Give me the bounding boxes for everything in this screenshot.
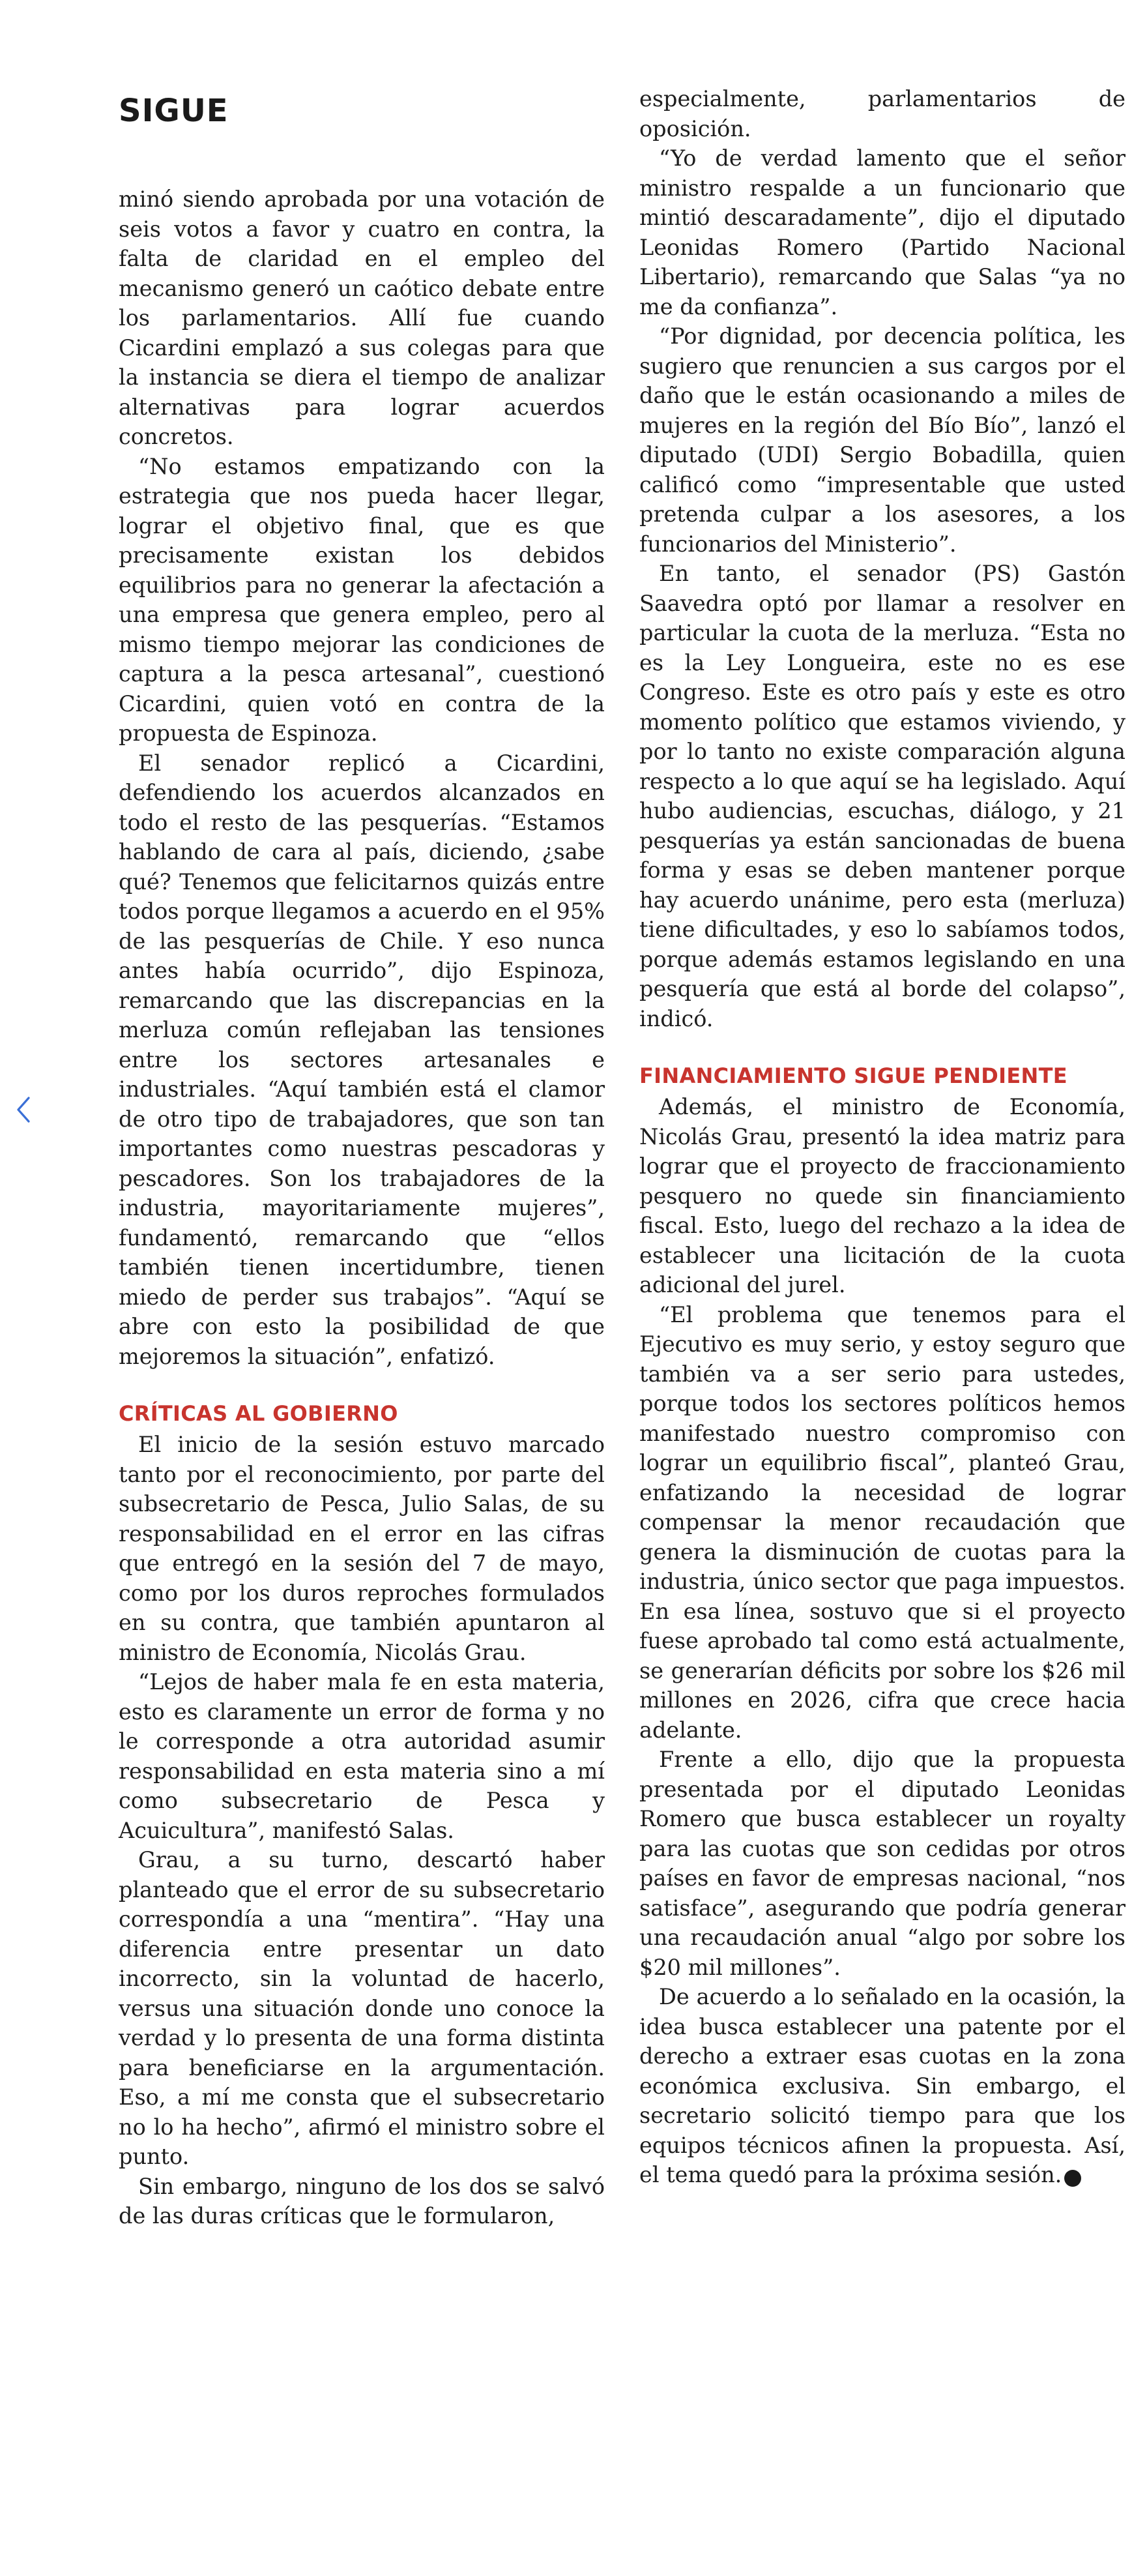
- article-paragraph: En tanto, el senador (PS) Gastón Saavedra optó por llamar a resolver en particular la cuota de la merluza. “Esta no es la Ley Longueira, este no es ese Congreso. Este es otro país y este es otro momento político que estamos viviendo, y por lo tanto no existe comparación alguna respecto a lo que aquí se ha legislado. Aquí hubo audiencias, escuchas, diálogo, y 21 pesquerías ya están sancionadas de buena forma y esas se deben mantener porque hay acuerdo unánime, pero esta (merluza) tiene dificultades, y eso lo sabíamos todos, porque además estamos legislando en una pesquería que está al borde del colapso”, indicó.: [639, 561, 1125, 1031]
- article-paragraph: Frente a ello, dijo que la propuesta presentada por el diputado Leonidas Romero que busca establecer un royalty para las cuotas que son cedidas por otros países en favor de empresas nacional, “nos satisface”, asegurando que podría generar una recaudación anual “algo por sobre los $20 mil millones”.: [639, 1747, 1125, 1980]
- article-paragraph: “Yo de verdad lamento que el señor ministro respalde a un funcionario que mintió descaradamente”, dijo el diputado Leonidas Romero (Partido Nacional Libertario), remarcando que Salas “ya no me da confianza”.: [639, 145, 1125, 319]
- previous-page-button[interactable]: [9, 1090, 38, 1129]
- end-of-article-icon: P: [1064, 2170, 1081, 2187]
- article-paragraph: “El problema que tenemos para el Ejecutivo es muy serio, y estoy seguro que también va a ser serio para ustedes, porque todos los sectores políticos hemos manifestado nuestro compromiso con lograr un equilibrio fiscal”, planteó Grau, enfatizando la necesidad de lograr compensar la menor recaudación que genera la disminución de cuotas para la industria, único sector que paga impuestos. En esa línea, sostuvo que si el proyecto fuese aprobado tal como está actualmente, se generarían déficits por sobre los $26 mil millones en 2026, cifra que crece hacia adelante.: [639, 1301, 1125, 1743]
- article-paragraph: Además, el ministro de Economía, Nicolás Grau, presentó la idea matriz para lograr que el proyecto de fraccionamiento pesquero no quede sin financiamiento fiscal. Esto, luego del rechazo a la idea de establecer una licitación de la cuota adicional del jurel.: [639, 1094, 1125, 1297]
- article-paragraph: especialmente, parlamentarios de oposición.: [639, 86, 1125, 141]
- article-paragraph: El senador replicó a Cicardini, defendiendo los acuerdos alcanzados en todo el resto de las pesquerías. “Estamos hablando de cara al país, diciendo, ¿sabe qué? Tenemos que felicitarnos quizás entre todos porque llegamos a acuerdo en el 95% de las pesquerías de Chile. Y eso nunca antes había ocurrido”, dijo Espinoza, remarcando que las discrepancias en la merluza común reflejaban las tensiones entre los sectores artesanales e industriales. “Aquí también está el clamor de otro tipo de trabajadores, que son tan importantes como nuestras pescadoras y pescadores. Son los trabajadores de la industria, mayoritariamente mujeres”, fundamentó, remarcando que “ellos también tienen incertidumbre, tienen miedo de perder sus trabajos”. “Aquí se abre con esto la posibilidad de que mejoremos la situación”, enfatizó.: [119, 750, 605, 1369]
- chevron-left-icon: [9, 1090, 38, 1129]
- article-paragraph: Sin embargo, ninguno de los dos se salvó de las duras críticas que le formularon,: [119, 2173, 605, 2228]
- article-paragraph: “Por dignidad, por decencia política, les sugiero que renuncien a sus cargos por el daño que le están ocasionando a miles de mujeres en la región del Bío Bío”, lanzó el diputado (UDI) Sergio Bobadilla, quien calificó como “impresentable que usted pretenda culpar a los asesores, a los funcionarios del Ministerio”.: [639, 323, 1125, 557]
- section-title: SIGUE: [119, 93, 229, 129]
- subheading-financiamiento: FINANCIAMIENTO SIGUE PENDIENTE: [639, 1063, 1067, 1088]
- article-column-right: [639, 84, 1125, 2190]
- article-paragraph: “Lejos de haber mala fe en esta materia, esto es claramente un error de forma y no le corresponde a otra autoridad asumir responsabilidad en esta materia sino a mí como subsecretario de Pesca y Acuicultura”, manifestó Salas.: [119, 1669, 605, 1843]
- article-paragraph: [639, 1982, 1125, 2190]
- article-paragraph: “No estamos empatizando con la estrategia que nos pueda hacer llegar, lograr el objetivo final, que es que precisamente existan los debidos equilibrios para no generar la afectación a una empresa que genera empleo, pero al mismo tiempo mejorar las condiciones de captura a la pesca artesanal”, cuestionó Cicardini, quien votó en contra de la propuesta de Espinoza.: [119, 453, 605, 746]
- article-paragraph: El inicio de la sesión estuvo marcado tanto por el reconocimiento, por parte del subsecretario de Pesca, Julio Salas, de su responsabilidad en el error en las cifras que entregó en la sesión del 7 de mayo, como por los duros reproches formulados en su contra, que también apuntaron al ministro de Economía, Nicolás Grau.: [119, 1432, 605, 1665]
- subheading-criticas: CRÍTICAS AL GOBIERNO: [119, 1401, 398, 1426]
- article-paragraph: Grau, a su turno, descartó haber planteado que el error de su subsecretario correspondía a una “mentira”. “Hay una diferencia entre presentar un dato incorrecto, sin la voluntad de hacerlo, versus una situación donde uno conoce la verdad y lo presenta de una forma distinta para beneficiarse en la argumentación. Eso, a mí me consta que el subsecretario no lo ha hecho”, afirmó el ministro sobre el punto.: [119, 1847, 605, 2169]
- closing-paragraph-text: De acuerdo a lo señalado en la ocasión, la idea busca establecer una patente por el derecho a extraer esas cuotas en la zona económica exclusiva. Sin embargo, el secretario solicitó tiempo para que los equipos técnicos afinen la propuesta. Así, el tema quedó para la próxima sesión.: [639, 1984, 1125, 2187]
- article-paragraph: minó siendo aprobada por una votación de seis votos a favor y cuatro en contra, la falta de claridad en el empleo del mecanismo generó un caótico debate entre los parlamentarios. Allí fue cuando Cicardini emplazó a sus colegas para que la instancia se diera el tiempo de analizar alternativas para lograr acuerdos concretos.: [119, 186, 605, 449]
- article-column-left: [119, 185, 605, 2231]
